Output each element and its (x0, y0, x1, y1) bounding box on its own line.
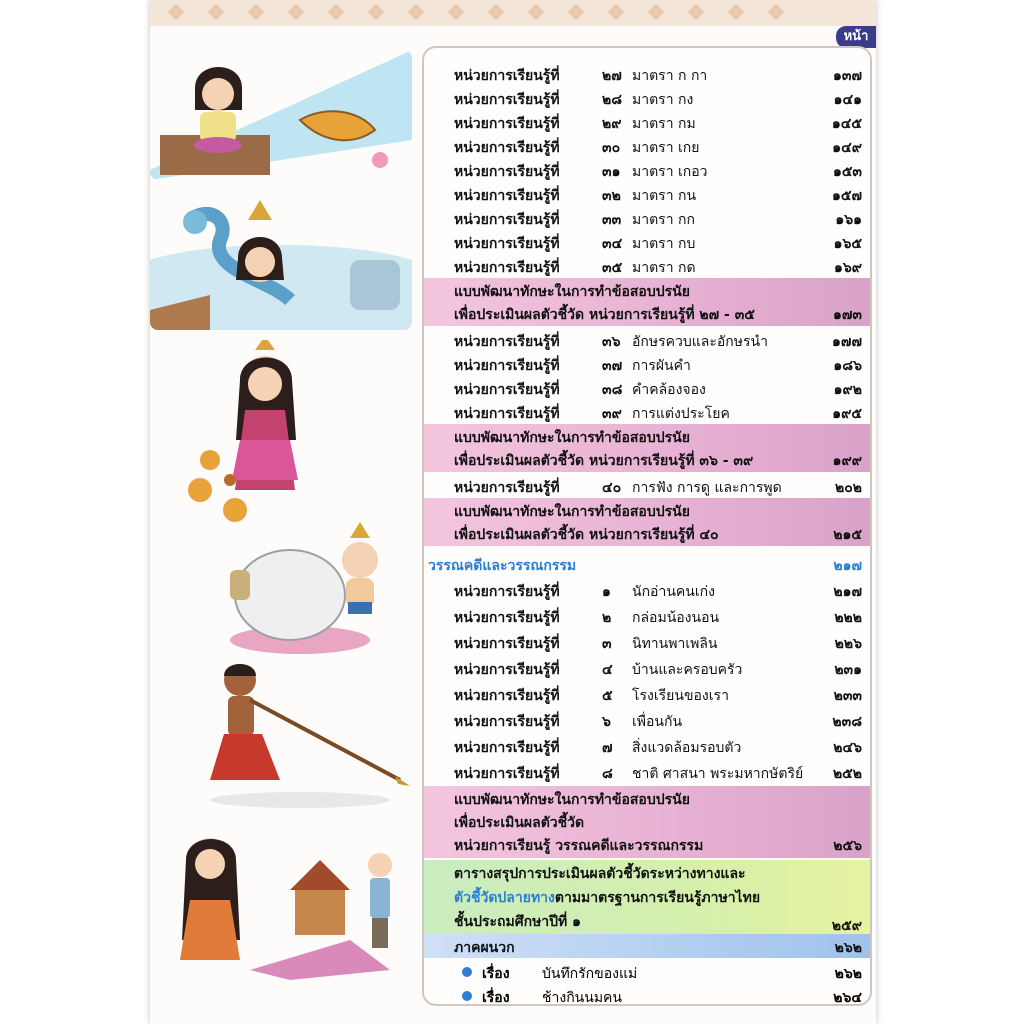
toc-row-lit-unit-8[interactable] (424, 760, 870, 784)
toc-row-unit-40[interactable] (424, 474, 870, 498)
unit-label: หน่วยการเรียนรู้ที่ (454, 740, 560, 756)
page-number: ๒๓๘ (832, 714, 862, 730)
illustration-warrior-with-spear (200, 660, 410, 810)
unit-number: ๓๖ (602, 334, 621, 350)
page-number: ๒๔๖ (833, 740, 862, 756)
page-column-tab: หน้า (836, 26, 876, 48)
toc-row-unit-30[interactable] (424, 134, 870, 158)
appendix-page: ๒๖๒ (834, 940, 862, 956)
illustration-boy-from-shell (220, 520, 410, 660)
unit-label: หน่วยการเรียนรู้ที่ (454, 92, 560, 108)
illustration-princess-with-flowers (180, 340, 380, 530)
unit-label: หน่วยการเรียนรู้ที่ (454, 382, 560, 398)
page-number: ๒๑๕ (833, 527, 862, 543)
item-label: เรื่อง (482, 966, 510, 982)
toc-assessment-band-literature[interactable] (424, 786, 870, 858)
page-number: ๒๕๖ (833, 838, 862, 854)
page-number: ๑๔๙ (832, 140, 862, 156)
band-text: ตารางสรุปการประเมินผลตัวชี้วัดระหว่างทางและ (454, 866, 746, 882)
unit-title: คำคล้องจอง (632, 382, 706, 398)
unit-number: ๗ (602, 740, 613, 756)
page-number: ๑๕๗ (831, 188, 862, 204)
unit-number: ๒๙ (602, 116, 622, 132)
band-text: หน่วยการเรียนรู้ วรรณคดีและวรรณกรรม (454, 838, 704, 854)
summary-highlight: ตัวชี้วัดปลายทาง (454, 890, 555, 906)
unit-title: โรงเรียนของเรา (632, 688, 729, 704)
page-number: ๑๓๗ (833, 68, 862, 84)
toc-row-unit-27[interactable] (424, 62, 870, 86)
page-number: ๑๔๑ (833, 92, 862, 108)
unit-number: ๓๗ (602, 358, 623, 374)
toc-row-lit-unit-3[interactable] (424, 630, 870, 654)
item-page: ๒๖๒ (834, 966, 862, 982)
unit-title: นักอ่านคนเก่ง (632, 584, 715, 600)
illustration-family-and-thai-house (170, 830, 410, 980)
page-number: ๑๗๗ (832, 334, 862, 350)
page-number: ๒๓๓ (833, 688, 862, 704)
unit-number: ๓๐ (602, 140, 621, 156)
toc-row-unit-38[interactable] (424, 376, 870, 400)
toc-row-lit-unit-5[interactable] (424, 682, 870, 706)
toc-row-unit-28[interactable] (424, 86, 870, 110)
unit-number: ๓๘ (602, 382, 623, 398)
band-text: แบบพัฒนาทักษะในการทำข้อสอบปรนัย (454, 430, 690, 446)
unit-number: ๓ (602, 636, 612, 652)
page-number: ๑๖๕ (833, 236, 862, 252)
unit-label: หน่วยการเรียนรู้ที่ (454, 766, 560, 782)
toc-summary-table-band[interactable] (424, 860, 870, 934)
band-text (454, 887, 760, 909)
band-text: แบบพัฒนาทักษะในการทำข้อสอบปรนัย (454, 504, 690, 520)
unit-number: ๓๔ (602, 236, 623, 252)
summary-page: ๒๕๙ (831, 918, 862, 934)
unit-title: มาตรา กน (632, 188, 697, 204)
item-title: บันทึกรักของแม่ (542, 966, 638, 982)
unit-title: มาตรา เกย (632, 140, 700, 156)
band-text: แบบพัฒนาทักษะในการทำข้อสอบปรนัย (454, 792, 690, 808)
bullet-icon (462, 967, 472, 977)
page-number: ๑๔๕ (831, 116, 862, 132)
unit-number: ๓๕ (602, 260, 623, 276)
unit-label: หน่วยการเรียนรู้ที่ (454, 116, 560, 132)
unit-number: ๖ (602, 714, 611, 730)
unit-title: สิ่งแวดล้อมรอบตัว (632, 740, 742, 756)
unit-number: ๒๘ (602, 92, 623, 108)
unit-title: ชาติ ศาสนา พระมหากษัตริย์ (632, 766, 804, 782)
band-text: เพื่อประเมินผลตัวชี้วัด หน่วยการเรียนรู้ที่ ๓๖ - ๓๙ (454, 453, 754, 469)
band-text: เพื่อประเมินผลตัวชี้วัด หน่วยการเรียนรู้ที่ ๒๗ - ๓๕ (454, 307, 755, 323)
page-number: ๒๑๗ (833, 584, 862, 600)
section-title: วรรณคดีและวรรณกรรม (428, 558, 577, 574)
unit-title: เพื่อนกัน (632, 714, 683, 730)
unit-label: หน่วยการเรียนรู้ที่ (454, 610, 560, 626)
unit-label: หน่วยการเรียนรู้ที่ (454, 236, 560, 252)
illustration-girl-with-fish (150, 50, 412, 180)
unit-label: หน่วยการเรียนรู้ที่ (454, 480, 560, 496)
appendix-title: ภาคผนวก (454, 940, 515, 956)
toc-row-unit-37[interactable] (424, 352, 870, 376)
table-of-contents (422, 46, 872, 1006)
page-number: ๑๖๑ (835, 212, 862, 228)
unit-label: หน่วยการเรียนรู้ที่ (454, 260, 560, 276)
band-text: เพื่อประเมินผลตัวชี้วัด หน่วยการเรียนรู้ที่ ๔๐ (454, 527, 719, 543)
unit-title: การฟัง การดู และการพูด (632, 480, 782, 496)
page-number: ๒๕๒ (832, 766, 862, 782)
unit-title: มาตรา กก (632, 212, 695, 228)
toc-assessment-band-40[interactable] (424, 498, 870, 546)
toc-row-unit-31[interactable] (424, 158, 870, 182)
page-number: ๑๙๙ (832, 453, 862, 469)
page-number: ๒๓๑ (834, 662, 862, 678)
page-number: ๑๖๙ (833, 260, 862, 276)
unit-label: หน่วยการเรียนรู้ที่ (454, 358, 560, 374)
unit-number: ๘ (602, 766, 613, 782)
toc-assessment-band-36-39[interactable] (424, 424, 870, 472)
unit-title: มาตรา กบ (632, 236, 696, 252)
unit-title: มาตรา เกอว (632, 164, 708, 180)
unit-number: ๓๓ (602, 212, 622, 228)
unit-label: หน่วยการเรียนรู้ที่ (454, 212, 560, 228)
unit-title: มาตรา กด (632, 260, 696, 276)
page-number: ๑๘๖ (833, 358, 862, 374)
toc-row-unit-36[interactable] (424, 328, 870, 352)
unit-label: หน่วยการเรียนรู้ที่ (454, 688, 560, 704)
unit-title: อักษรควบและอักษรนำ (632, 334, 768, 350)
toc-assessment-band-27-35[interactable] (424, 278, 870, 326)
page-number: ๒๒๖ (834, 636, 862, 652)
toc-row-unit-35[interactable] (424, 254, 870, 278)
toc-row-unit-34[interactable] (424, 230, 870, 254)
section-page: ๒๑๗ (833, 558, 862, 574)
toc-row-unit-33[interactable] (424, 206, 870, 230)
toc-section-literature[interactable] (424, 552, 870, 576)
unit-number: ๒ (602, 610, 612, 626)
toc-row-unit-29[interactable] (424, 110, 870, 134)
unit-label: หน่วยการเรียนรู้ที่ (454, 164, 560, 180)
unit-number: ๑ (602, 584, 611, 600)
toc-row-unit-32[interactable] (424, 182, 870, 206)
summary-rest: ตามมาตรฐานการเรียนรู้ภาษาไทย (554, 890, 761, 906)
page-number: ๑๙๕ (832, 406, 862, 422)
unit-label: หน่วยการเรียนรู้ที่ (454, 662, 560, 678)
unit-number: ๔ (602, 662, 613, 678)
band-text: เพื่อประเมินผลตัวชี้วัด (454, 815, 585, 831)
unit-title: บ้านและครอบครัว (632, 662, 743, 678)
decorative-top-border (150, 0, 876, 26)
unit-number: ๕ (602, 688, 613, 704)
toc-row-lit-unit-7[interactable] (424, 734, 870, 758)
unit-label: หน่วยการเรียนรู้ที่ (454, 714, 560, 730)
bullet-icon (462, 991, 472, 1001)
unit-label: หน่วยการเรียนรู้ที่ (454, 334, 560, 350)
unit-number: ๔๐ (602, 480, 622, 496)
unit-title: การแต่งประโยค (632, 406, 730, 422)
illustration-naga-and-prince (150, 200, 412, 330)
page-number: ๑๗๓ (833, 307, 862, 323)
unit-number: ๓๑ (602, 164, 621, 180)
unit-label: หน่วยการเรียนรู้ที่ (454, 406, 560, 422)
page-number: ๒๒๒ (834, 610, 862, 626)
unit-number: ๓๒ (602, 188, 621, 204)
unit-label: หน่วยการเรียนรู้ที่ (454, 68, 560, 84)
item-title: ช้างกินนมคน (542, 990, 622, 1006)
band-text: ชั้นประถมศึกษาปีที่ ๑ (454, 914, 582, 930)
illustrations-column (150, 40, 412, 980)
unit-label: หน่วยการเรียนรู้ที่ (454, 636, 560, 652)
page-number: ๒๐๒ (834, 480, 862, 496)
item-label: เรื่อง (482, 990, 510, 1006)
unit-label: หน่วยการเรียนรู้ที่ (454, 140, 560, 156)
toc-appendix[interactable] (424, 934, 870, 958)
item-page: ๒๖๔ (833, 990, 862, 1006)
unit-number: ๒๗ (602, 68, 622, 84)
toc-appendix-item-1[interactable] (424, 960, 870, 984)
band-text: แบบพัฒนาทักษะในการทำข้อสอบปรนัย (454, 284, 690, 300)
toc-row-lit-unit-1[interactable] (424, 578, 870, 602)
unit-title: การผันคำ (632, 358, 691, 374)
page-number: ๑๕๓ (832, 164, 862, 180)
unit-number: ๓๙ (602, 406, 622, 422)
page-number: ๑๙๒ (833, 382, 862, 398)
toc-row-unit-39[interactable] (424, 400, 870, 424)
unit-title: นิทานพาเพลิน (632, 636, 718, 652)
toc-row-lit-unit-2[interactable] (424, 604, 870, 628)
unit-title: กล่อมน้องนอน (632, 610, 720, 626)
book-page (150, 0, 876, 1024)
unit-title: มาตรา กม (632, 116, 696, 132)
unit-label: หน่วยการเรียนรู้ที่ (454, 584, 560, 600)
toc-row-lit-unit-6[interactable] (424, 708, 870, 732)
unit-title: มาตรา ก กา (632, 68, 708, 84)
toc-row-lit-unit-4[interactable] (424, 656, 870, 680)
unit-label: หน่วยการเรียนรู้ที่ (454, 188, 560, 204)
unit-title: มาตรา กง (632, 92, 694, 108)
toc-appendix-item-2[interactable] (424, 984, 870, 1008)
